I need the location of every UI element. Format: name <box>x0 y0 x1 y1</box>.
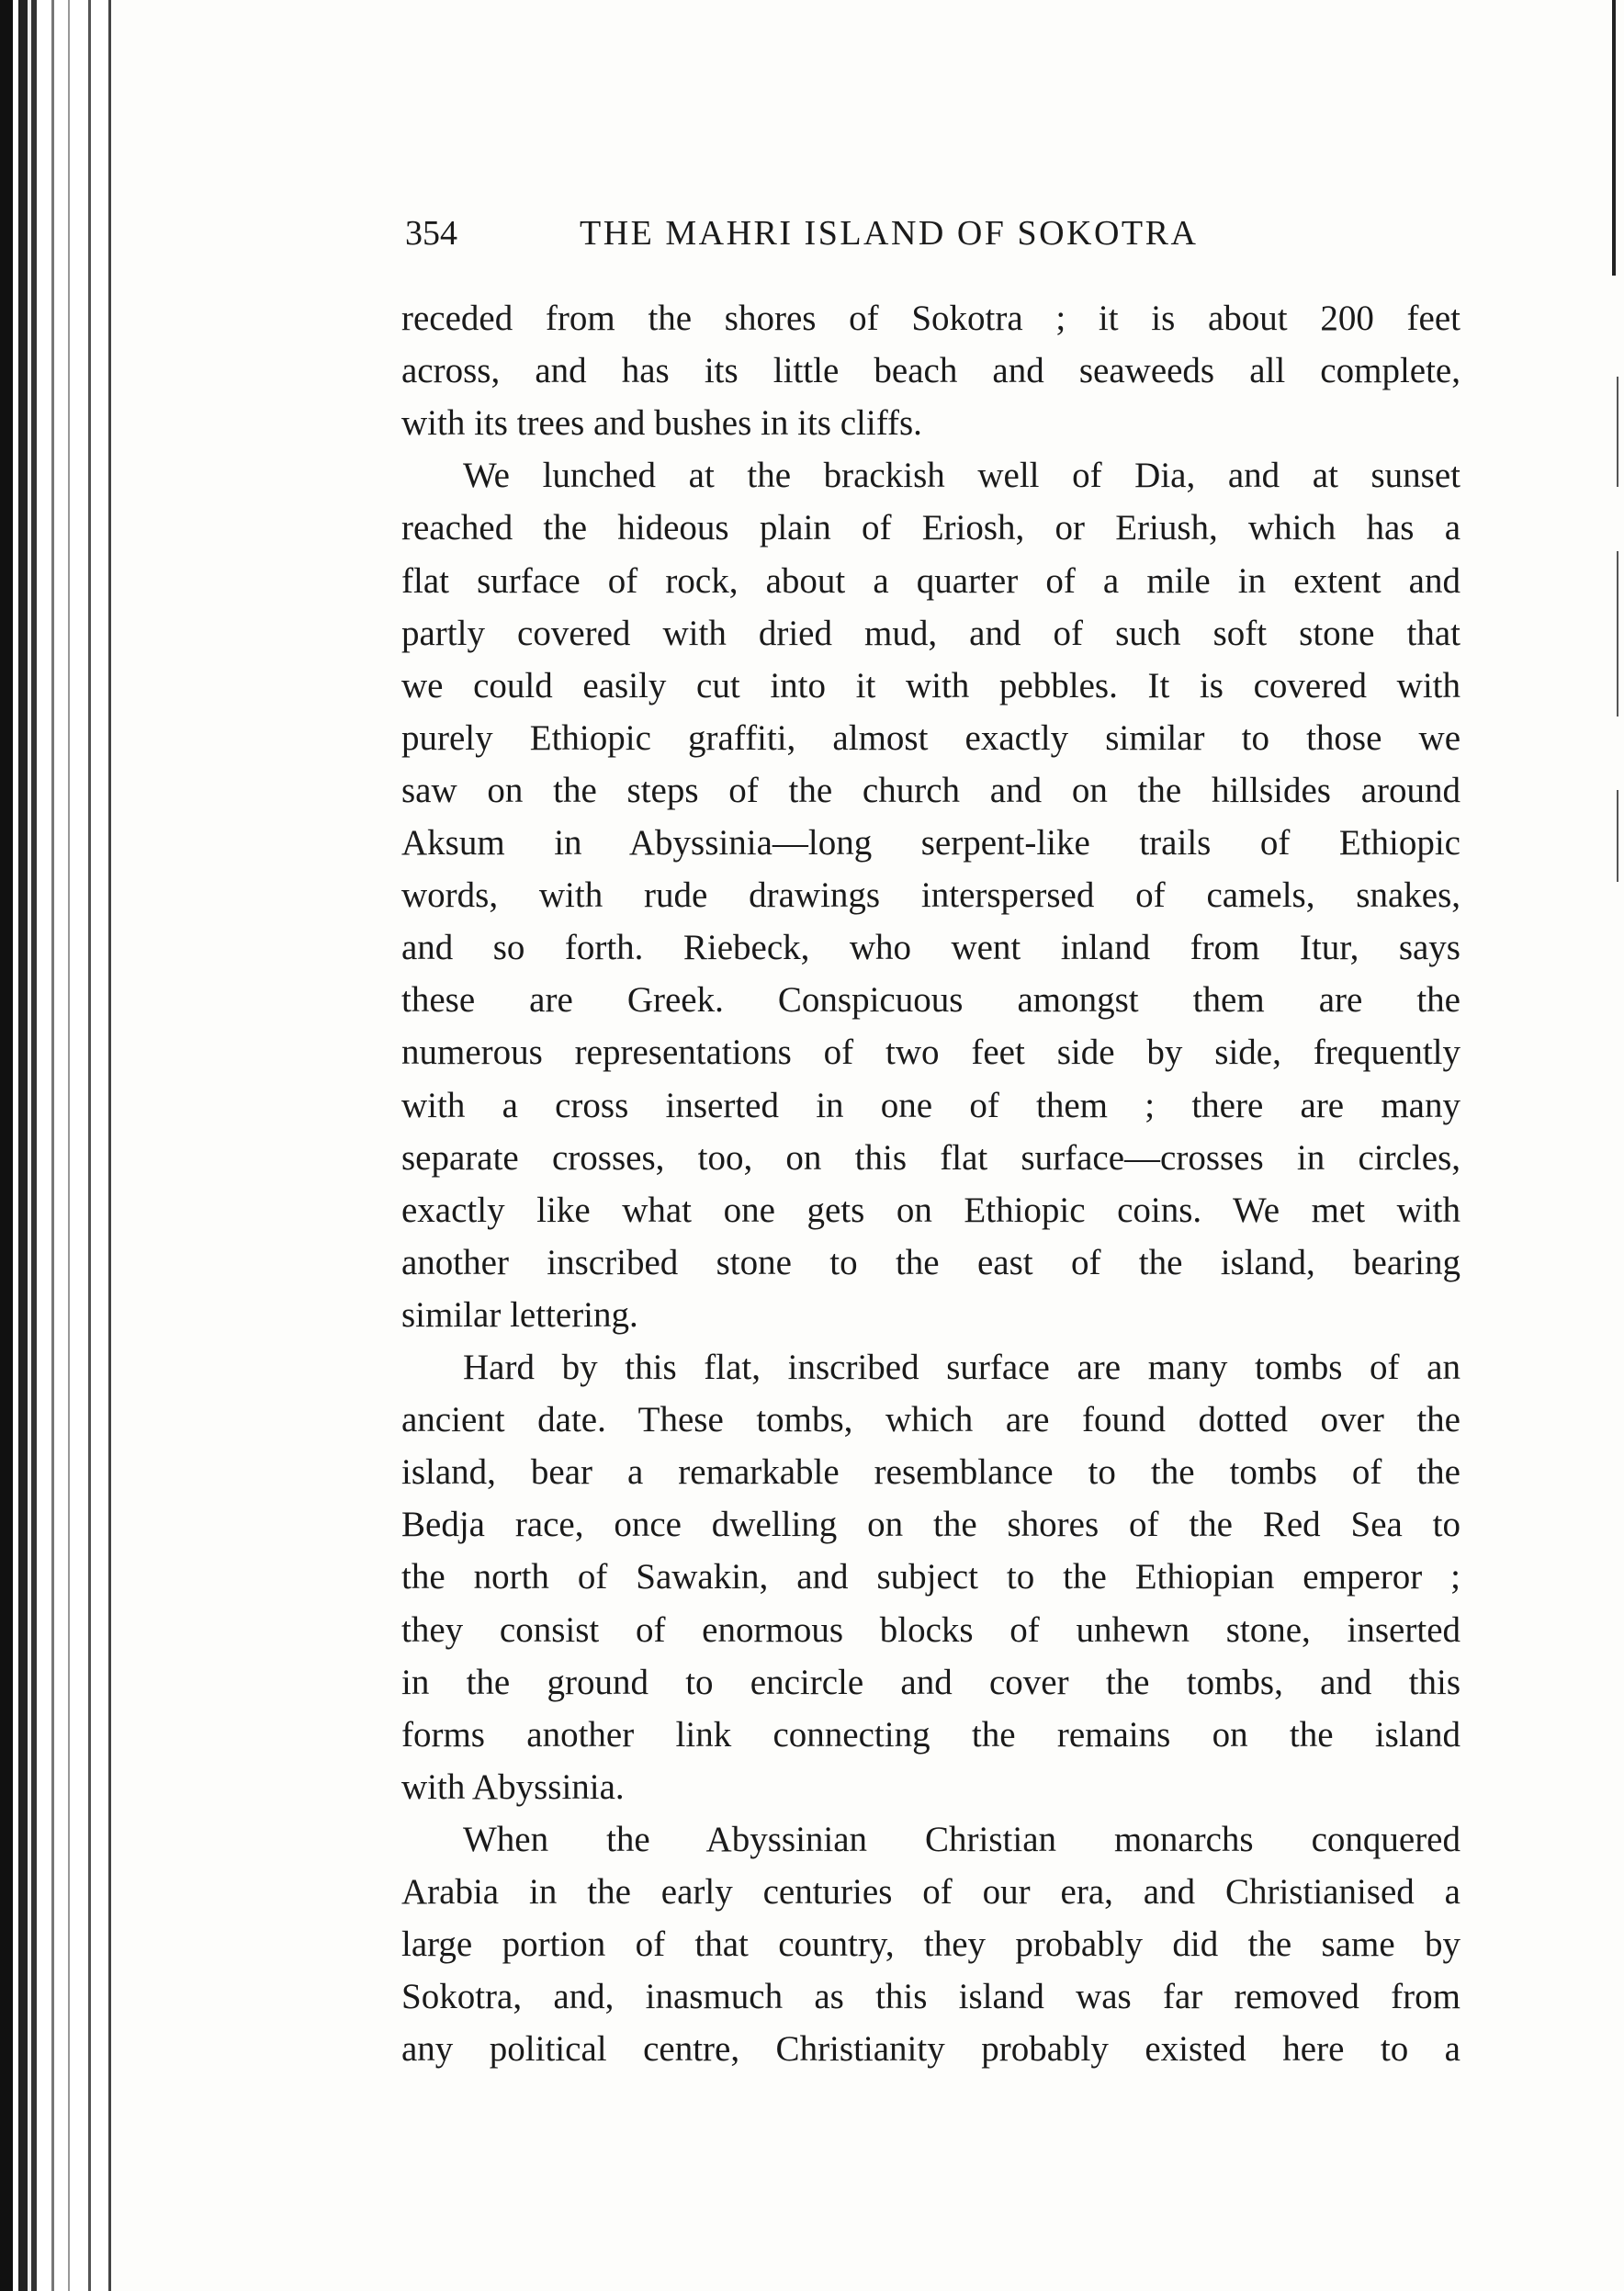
text-line: Arabia in the early centuries of our era, and Christianised a <box>401 1872 1460 1912</box>
text-line: Sokotra, and, inasmuch as this island was far removed from <box>401 1977 1460 2017</box>
text-line: and so forth. Riebeck, who went inland from Itur, says <box>401 928 1460 968</box>
text-line: any political centre, Christianity probably existed here to a <box>401 2029 1460 2070</box>
text-line: Hard by this flat, inscribed surface are many tombs of an <box>463 1348 1460 1387</box>
book-binding-edge <box>0 0 133 2291</box>
text-line: another inscribed stone to the east of the island, bearing <box>401 1242 1460 1282</box>
text-line: separate crosses, too, on this flat surface—crosses in circles, <box>401 1137 1460 1178</box>
page-number: 354 <box>405 214 457 253</box>
text-line: receded from the shores of Sokotra ; it is about 200 feet <box>401 299 1460 338</box>
text-line: reached the hideous plain of Eriosh, or Eriush, which has a <box>401 508 1460 548</box>
text-line: with its trees and bushes in its cliffs. <box>401 403 922 444</box>
page-edge-mark <box>1617 790 1618 882</box>
text-line: We lunched at the brackish well of Dia, and at sunset <box>463 456 1460 496</box>
text-line: island, bear a remarkable resemblance to the tombs of the <box>401 1452 1460 1493</box>
page-edge-mark <box>1617 377 1618 487</box>
text-line: these are Greek. Conspicuous amongst them are the <box>401 980 1460 1021</box>
text-line: with Abyssinia. <box>401 1766 625 1807</box>
text-line: across, and has its little beach and seaweeds all complete, <box>401 351 1460 391</box>
text-line: When the Abyssinian Christian monarchs conquered <box>463 1819 1460 1859</box>
text-line: large portion of that country, they probably did the same by <box>401 1924 1460 1965</box>
text-line: in the ground to encircle and cover the tombs, and this <box>401 1662 1460 1702</box>
text-line: ancient date. These tombs, which are found dotted over the <box>401 1400 1460 1440</box>
running-title: THE MAHRI ISLAND OF SOKOTRA <box>580 214 1199 253</box>
page-header <box>405 213 1461 259</box>
text-line: partly covered with dried mud, and of such soft stone that <box>401 613 1460 653</box>
text-line: saw on the steps of the church and on the hillsides around <box>401 770 1460 810</box>
text-line: exactly like what one gets on Ethiopic coins. We met with <box>401 1190 1460 1230</box>
text-line: numerous representations of two feet side by side, frequently <box>401 1033 1460 1073</box>
text-line: Aksum in Abyssinia—long serpent-like trails of Ethiopic <box>401 823 1460 863</box>
text-line: they consist of enormous blocks of unhewn stone, inserted <box>401 1609 1460 1650</box>
text-line: flat surface of rock, about a quarter of a mile in extent and <box>401 560 1460 601</box>
text-line: forms another link connecting the remains on the island <box>401 1714 1460 1755</box>
text-line: we could easily cut into it with pebbles. It is covered with <box>401 665 1460 705</box>
text-line: Bedja race, once dwelling on the shores of the Red Sea to <box>401 1505 1460 1545</box>
text-line: words, with rude drawings interspersed of camels, snakes, <box>401 875 1460 916</box>
page-edge-shadow <box>1612 0 1616 276</box>
text-line: similar lettering. <box>401 1294 638 1335</box>
text-line: purely Ethiopic graffiti, almost exactly similar to those we <box>401 717 1460 758</box>
text-line: the north of Sawakin, and subject to the Ethiopian emperor ; <box>401 1557 1460 1597</box>
text-line: with a cross inserted in one of them ; there are many <box>401 1085 1460 1125</box>
page-edge-mark <box>1617 551 1618 717</box>
